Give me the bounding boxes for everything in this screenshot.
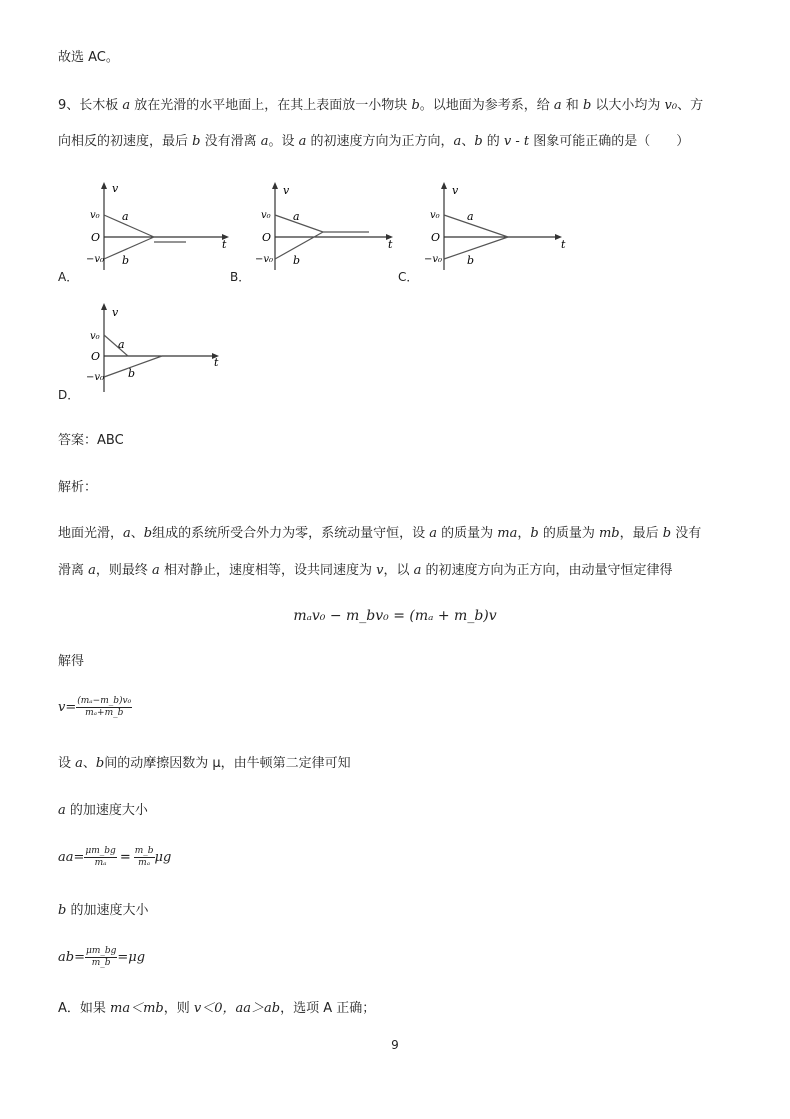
svg-text:v₀: v₀ xyxy=(261,210,271,221)
previous-answer-line: 故选 AC。 xyxy=(58,50,119,65)
svg-text:v₀: v₀ xyxy=(430,210,440,221)
analysis-line-1: 地面光滑，a、b组成的系统所受合外力为零，系统动量守恒，设 a 的质量为 ma，b 的质量为 mb，最后 b 没有 xyxy=(58,526,702,541)
svg-text:−v₀: −v₀ xyxy=(86,254,105,265)
graph-a xyxy=(86,180,236,275)
option-b-label: B． xyxy=(230,270,251,284)
svg-text:b: b xyxy=(293,254,301,267)
svg-text:v₀: v₀ xyxy=(90,210,100,221)
svg-text:v: v xyxy=(112,182,119,195)
svg-text:a: a xyxy=(122,210,129,223)
svg-text:t: t xyxy=(561,238,566,251)
analysis-line-2: 滑离 a，则最终 a 相对静止，速度相等，设共同速度为 v，以 a 的初速度方向为正方向，由动量守恒定律得 xyxy=(58,563,673,578)
graph-c xyxy=(424,180,574,275)
accel-b-label: b 的加速度大小 xyxy=(58,903,149,918)
graph-d xyxy=(86,300,236,395)
option-d-label: D． xyxy=(58,388,80,402)
answer-line: 答案：ABC xyxy=(58,433,124,448)
momentum-equation: mₐv₀ − m_bv₀ = (mₐ + m_b)v xyxy=(293,608,497,624)
svg-text:−v₀: −v₀ xyxy=(86,372,105,383)
accel-a-label: a 的加速度大小 xyxy=(58,803,148,818)
svg-text:O: O xyxy=(262,231,272,244)
svg-text:O: O xyxy=(91,350,101,363)
option-a-label: A． xyxy=(58,270,79,284)
svg-text:v: v xyxy=(452,184,459,197)
option-c-label: C． xyxy=(398,270,419,284)
svg-text:−v₀: −v₀ xyxy=(424,254,443,265)
svg-text:b: b xyxy=(467,254,475,267)
graph-b xyxy=(255,180,405,275)
svg-text:a: a xyxy=(118,338,125,351)
svg-text:b: b xyxy=(122,254,130,267)
page-number: 9 xyxy=(391,1038,399,1052)
velocity-formula: v= $\frac{\text{(mₐ−m\_b)v₀}}{\text{mₐ+m\_b}}$ xyxy=(58,696,132,718)
svg-text:O: O xyxy=(91,231,101,244)
analysis-title: 解析： xyxy=(58,480,98,495)
svg-text:t: t xyxy=(214,356,219,369)
svg-text:v: v xyxy=(112,306,119,319)
friction-line: 设 a、b间的动摩擦因数为 μ，由牛顿第二定律可知 xyxy=(58,756,351,771)
solve-label: 解得 xyxy=(58,654,85,669)
svg-text:b: b xyxy=(128,367,136,380)
svg-text:a: a xyxy=(293,210,300,223)
svg-text:t: t xyxy=(222,238,227,251)
accel-b-formula: ab= $\frac{\mu m\_bg}{m\_b}$ =μg xyxy=(58,946,146,968)
svg-text:−v₀: −v₀ xyxy=(255,254,274,265)
question-line-2: 向相反的初速度，最后 b 没有滑离 a。设 a 的初速度方向为正方向，a、b 的 v - t 图象可能正确的是（ ） xyxy=(58,134,690,149)
svg-text:v: v xyxy=(283,184,290,197)
question-line-1: 9、长木板 a 放在光滑的水平地面上，在其上表面放一小物块 b。以地面为参考系，给 a 和 b 以大小均为 v₀、方 xyxy=(58,98,704,113)
option-a-analysis: A．如果 ma＜mb，则 v＜0，aa＞ab，选项 A 正确； xyxy=(58,1001,376,1016)
svg-text:t: t xyxy=(388,238,393,251)
svg-text:O: O xyxy=(431,231,441,244)
svg-text:a: a xyxy=(467,210,474,223)
accel-a-formula: aa= $\frac{\mu m\_bg}{\text{mₐ}}$ = $\frac{m\_b}{\text{mₐ}}$ μg xyxy=(58,846,172,868)
svg-text:v₀: v₀ xyxy=(90,331,100,342)
